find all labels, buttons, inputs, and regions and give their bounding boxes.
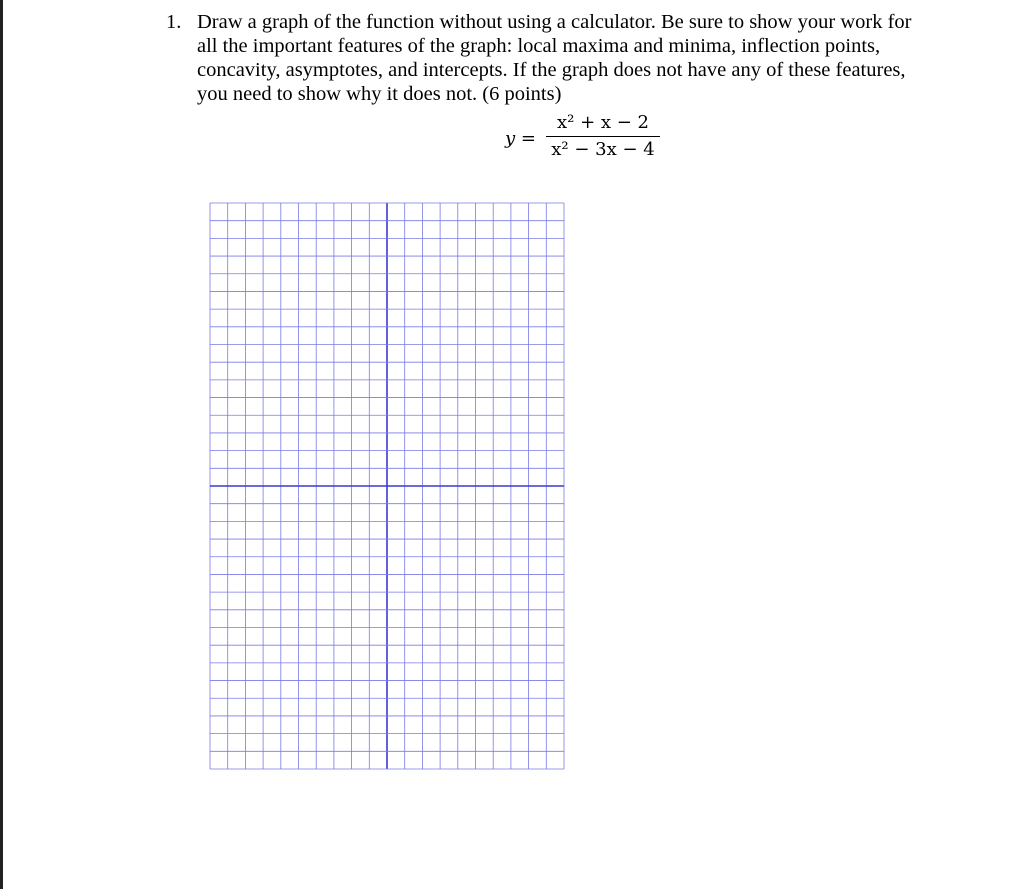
problem-statement (197, 10, 987, 106)
equation-fraction (546, 110, 660, 163)
equation-denominator: x² − 3x − 4 (551, 139, 655, 161)
equation-variable: y (505, 128, 516, 149)
problem-line: all the important features of the graph: local maxima and minima, inflection points, (197, 35, 881, 57)
equation-lhs (505, 128, 536, 149)
page-left-border (0, 0, 3, 889)
equation-numerator: x² + x − 2 (556, 112, 650, 133)
graph-paper[interactable] (209, 202, 565, 775)
problem-line: you need to show why it does not. (6 points) (197, 83, 562, 105)
problem-line: concavity, asymptotes, and intercepts. If the graph does not have any of these features, (197, 59, 906, 81)
problem-line: Draw a graph of the function without using a calculator. Be sure to show your work for (197, 11, 912, 33)
graph-grid[interactable] (209, 202, 565, 770)
equals-sign: = (520, 128, 536, 149)
problem-number: 1. (166, 11, 182, 33)
